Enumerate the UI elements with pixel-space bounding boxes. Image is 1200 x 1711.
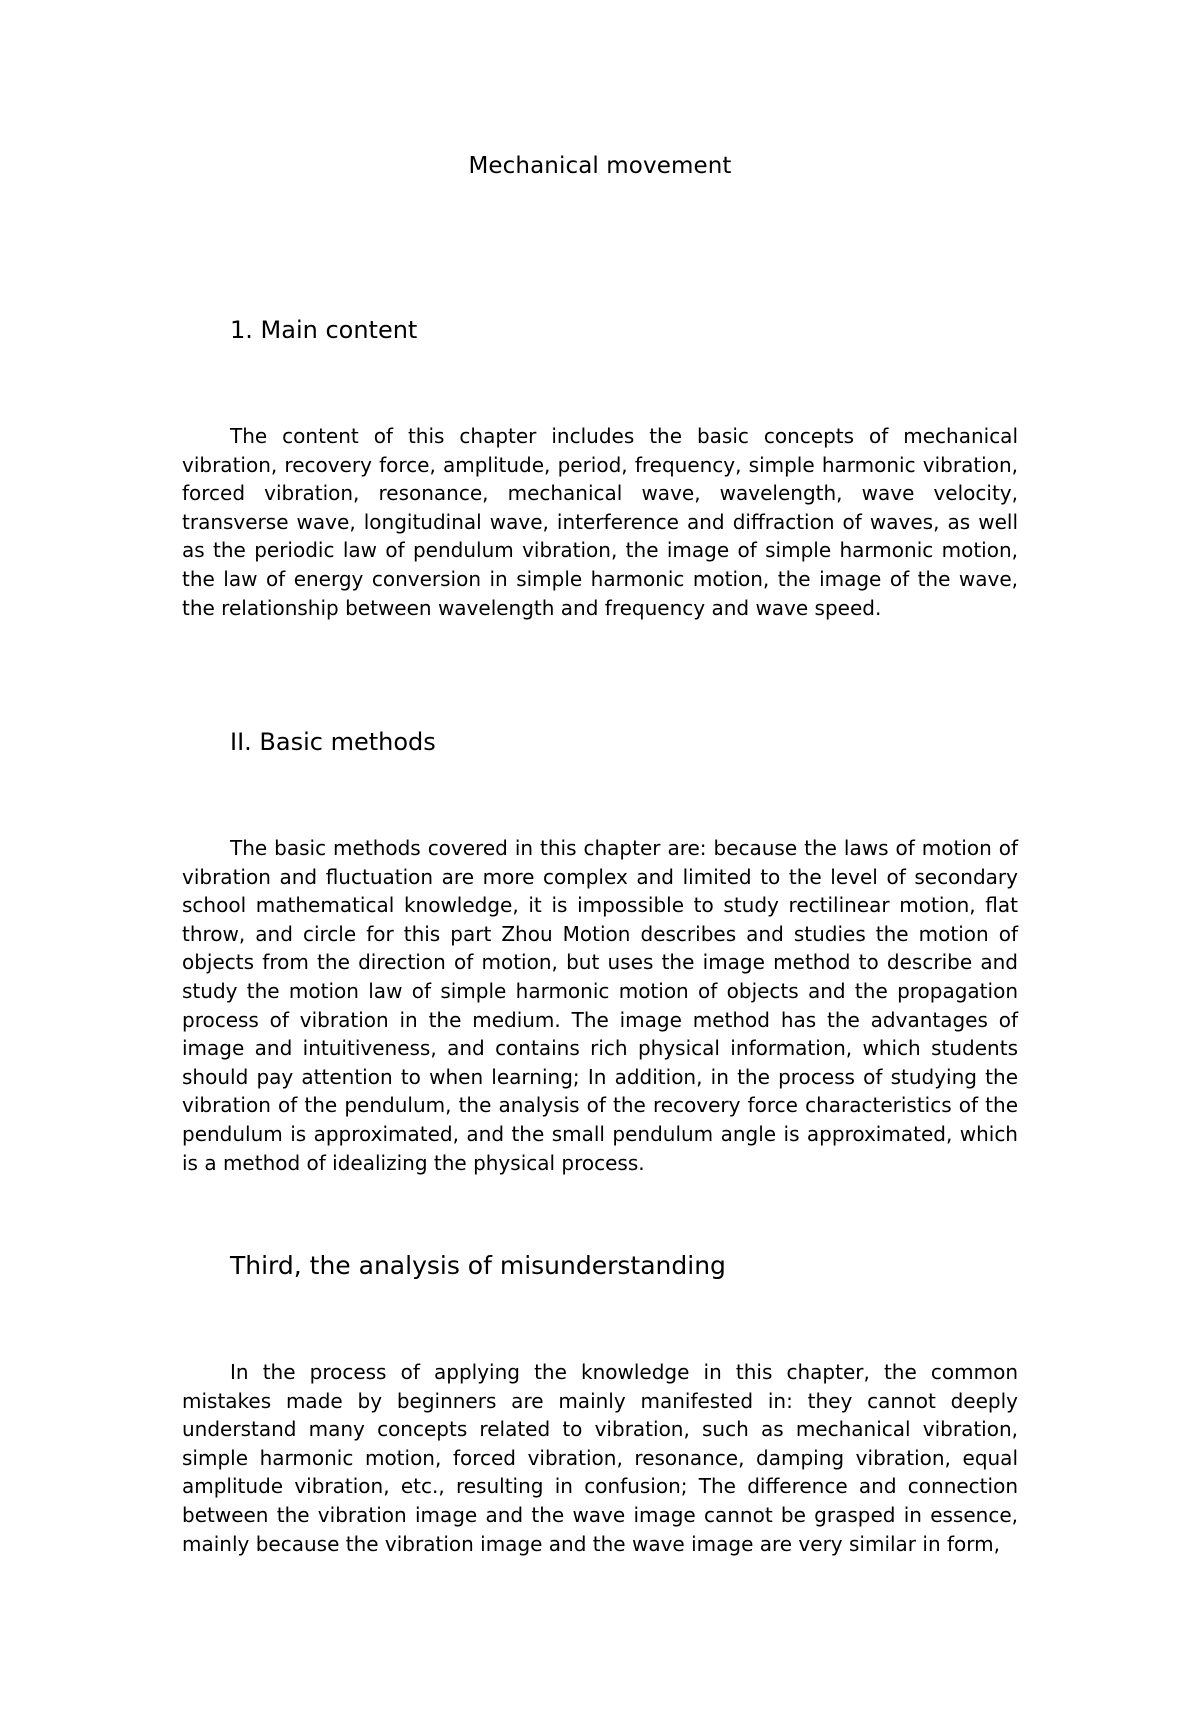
section-heading-misunderstanding: Third, the analysis of misunderstanding (230, 1251, 726, 1280)
document-title: Mechanical movement (468, 153, 732, 179)
section-body-basic-methods: The basic methods covered in this chapter are: because the laws of motion of vibration and fluctuation are more complex and limited to the level of secondary school mathematical knowledge, it is impossible to study rectilinear motion, flat throw, and circle for this part Zhou Motion describes and studies the motion of objects from the direction of motion, but uses the image method to describe and study the motion law of simple harmonic motion of objects and the propagation process of vibration in the medium. The image method has the advantages of image and intuitiveness, and contains rich physical information, which students should pay attention to when learning; In addition, in the process of studying the vibration of the pendulum, the analysis of the recovery force characteristics of the pendulum is approximated, and the small pendulum angle is approximated, which is a method of idealizing the physical process. (182, 836, 1018, 1175)
section-body-main-content: The content of this chapter includes the basic concepts of mechanical vibration, recovery force, amplitude, period, frequency, simple harmonic vibration, forced vibration, resonance, mechanical wave, wavelength, wave velocity, transverse wave, longitudinal wave, interference and diffraction of waves, as well as the periodic law of pendulum vibration, the image of simple harmonic motion, the law of energy conversion in simple harmonic motion, the image of the wave, the relationship between wavelength and frequency and wave speed. (182, 424, 1018, 620)
section-body-misunderstanding: In the process of applying the knowledge in this chapter, the common mistakes made by beginners are mainly manifested in: they cannot deeply understand many concepts related to vibration, such as mechanical vibration, simple harmonic motion, forced vibration, resonance, damping vibration, equal amplitude vibration, etc., resulting in confusion; The difference and connection between the vibration image and the wave image cannot be grasped in essence, mainly because the vibration image and the wave image are very similar in form, (182, 1360, 1018, 1556)
section-heading-main-content: 1. Main content (230, 316, 418, 344)
section-heading-basic-methods: II. Basic methods (230, 728, 436, 756)
